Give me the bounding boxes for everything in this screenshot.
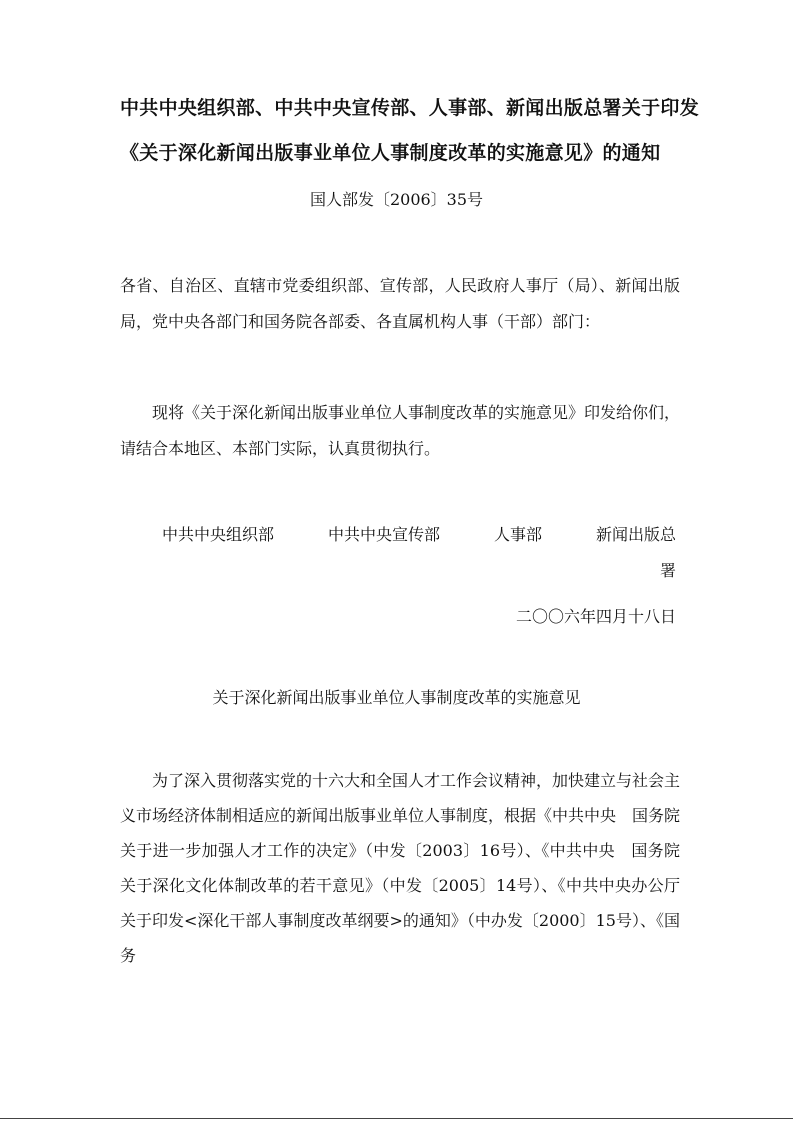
page-bottom-rule <box>0 1118 793 1119</box>
signer-press-administration: 新闻出版总 <box>595 525 676 544</box>
notice-title-line1: 中共中央组织部、中共中央宣传部、人事部、新闻出版总署关于印发 <box>120 97 700 119</box>
signer-ministry-of-personnel: 人事部 <box>493 525 542 544</box>
signature-block <box>120 517 676 589</box>
notice-title-line2: 《关于深化新闻出版事业单位人事制度改革的实施意见》的通知 <box>120 142 661 164</box>
signer-organization-department: 中共中央组织部 <box>162 525 275 544</box>
addressee-paragraph: 各省、自治区、直辖市党委组织部、宣传部，人民政府人事厅（局）、新闻出版局，党中央各部门和国务院各部委、各直属机构人事（干部）部门： <box>120 276 680 331</box>
issue-date: 二〇〇六年四月十八日 <box>515 607 676 626</box>
opinion-title: 关于深化新闻出版事业单位人事制度改革的实施意见 <box>212 688 581 707</box>
signer-press-administration-tail: 署 <box>659 561 676 580</box>
signer-list <box>120 517 676 553</box>
notice-body-paragraph: 现将《关于深化新闻出版事业单位人事制度改革的实施意见》印发给你们，请结合本地区、本部门实际，认真贯彻执行。 <box>120 403 681 458</box>
opinion-paragraph: 为了深入贯彻落实党的十六大和全国人才工作会议精神，加快建立与社会主义市场经济体制相适应的新闻出版事业单位人事制度，根据《中共中央 国务院关于进一步加强人才工作的决定》（中发〔2003〕16号）、《中共中央 国务院关于深化文化体制改革的若干意见》（中发〔2005〕14号）、《中共中央办公厅关于印发<深化干部人事制度改革纲要>的通知》（中办发〔2000〕15号）、《国务 <box>120 771 681 965</box>
document-number: 国人部发〔2006〕35号 <box>309 190 484 209</box>
signer-publicity-department: 中共中央宣传部 <box>327 525 440 544</box>
